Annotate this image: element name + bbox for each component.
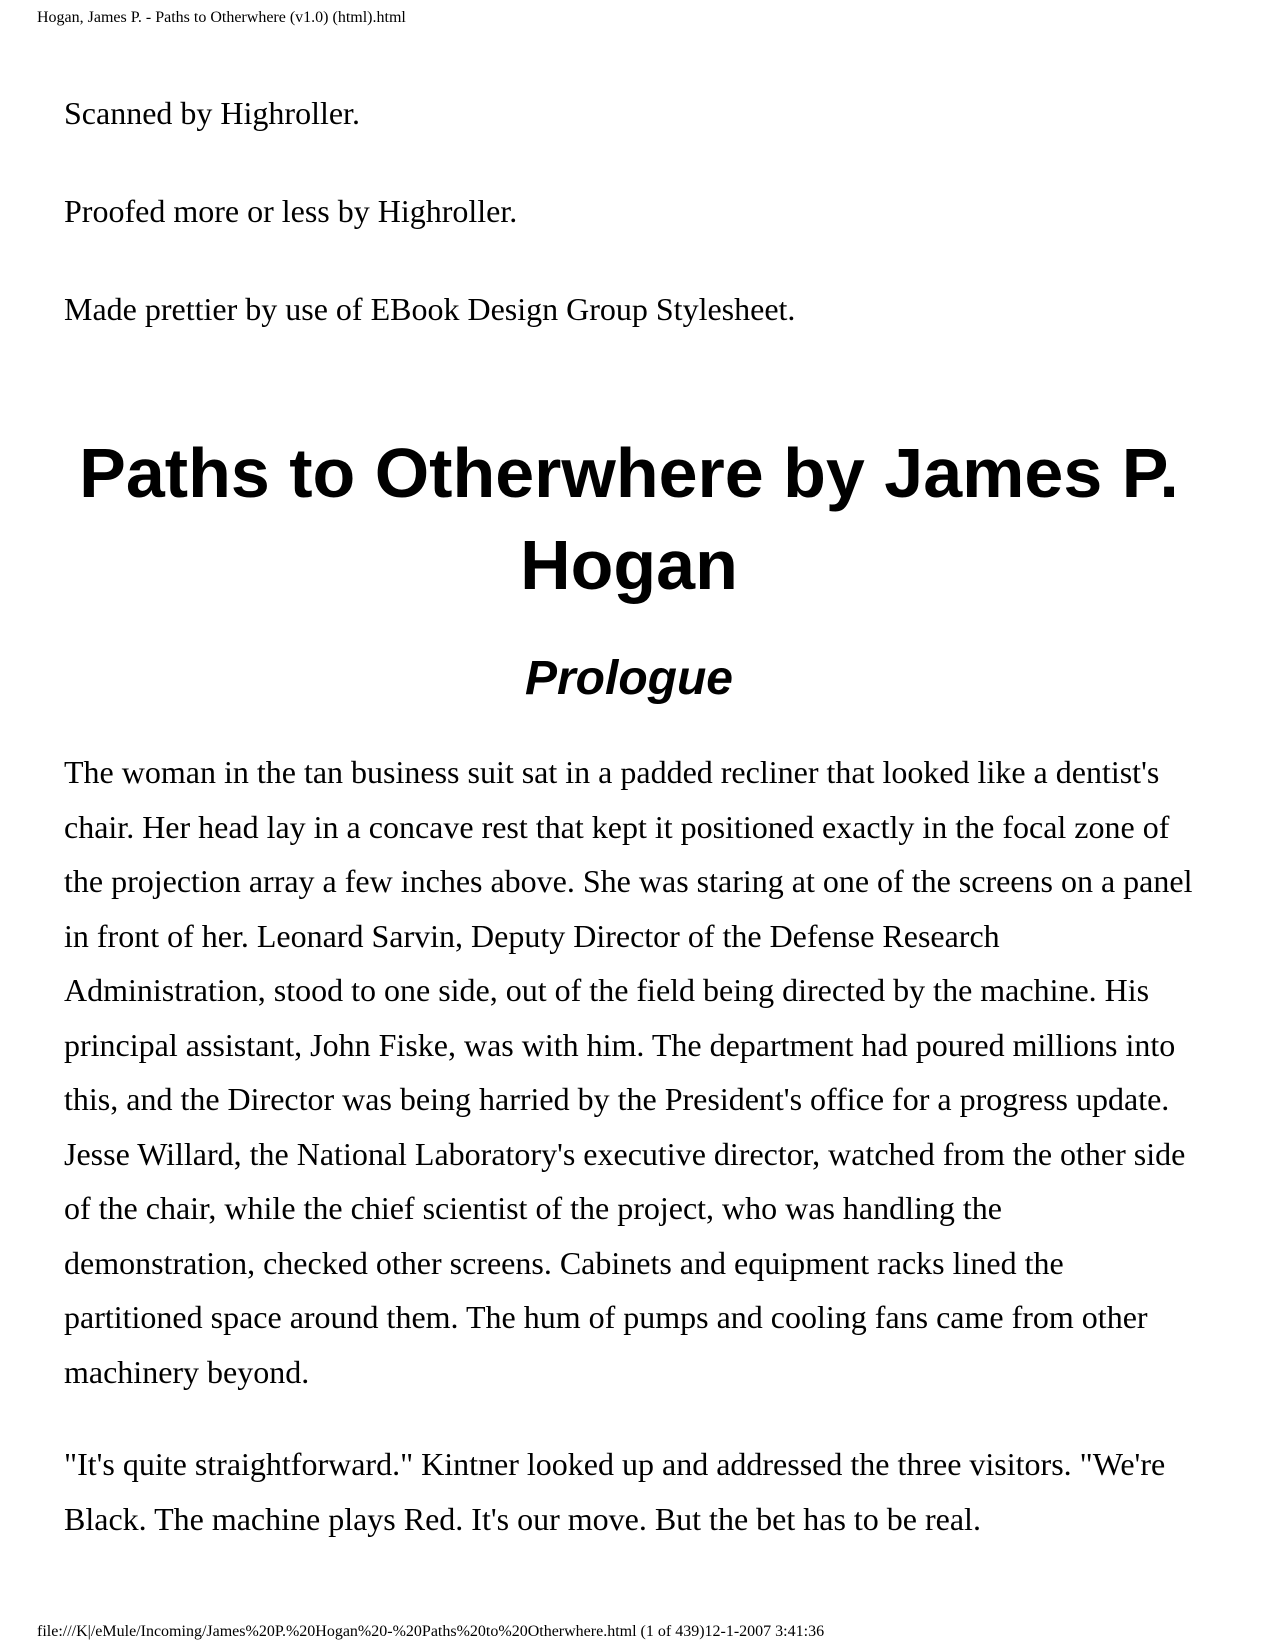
body-paragraph: "It's quite straightforward." Kintner looked up and addressed the three visitors. "We're Black. The machine plays Red. It's our move. But the bet has to be real. bbox=[64, 1446, 1166, 1537]
credit-scanned: Scanned by Highroller. bbox=[64, 95, 360, 131]
chapter-title: Prologue bbox=[524, 652, 733, 705]
credit-stylesheet: Made prettier by use of EBook Design Group Stylesheet. bbox=[64, 291, 796, 327]
credit-proofed: Proofed more or less by Highroller. bbox=[64, 193, 518, 229]
book-title: Paths to Otherwhere by James P. Hogan bbox=[79, 434, 1179, 604]
print-header: Hogan, James P. - Paths to Otherwhere (v1.0) (html).html bbox=[37, 9, 406, 26]
document-body bbox=[64, 95, 1194, 1546]
print-footer: file:///K|/eMule/Incoming/James%20P.%20Hogan%20-%20Paths%20to%20Otherwhere.html (1 of 439)12-1-2007 3:41:36 bbox=[37, 1623, 825, 1640]
body-paragraph: The woman in the tan business suit sat in a padded recliner that looked like a dentist's chair. Her head lay in a concave rest that kept it positioned exactly in the focal zone of the projection array a few inches above. She was staring at one of the screens on a panel in front of her. Leonard Sarvin, Deputy Director of the Defense Research Administration, stood to one side, out of the field being directed by the machine. His principal assistant, John Fiske, was with him. The department had poured millions into this, and the Director was being harried by the President's office for a progress update. Jesse Willard, the National Laboratory's executive director, watched from the other side of the chair, while the chief scientist of the project, who was handling the demonstration, checked other screens. Cabinets and equipment racks lined the partitioned space around them. The hum of pumps and cooling fans came from other machinery beyond. bbox=[64, 754, 1193, 1390]
